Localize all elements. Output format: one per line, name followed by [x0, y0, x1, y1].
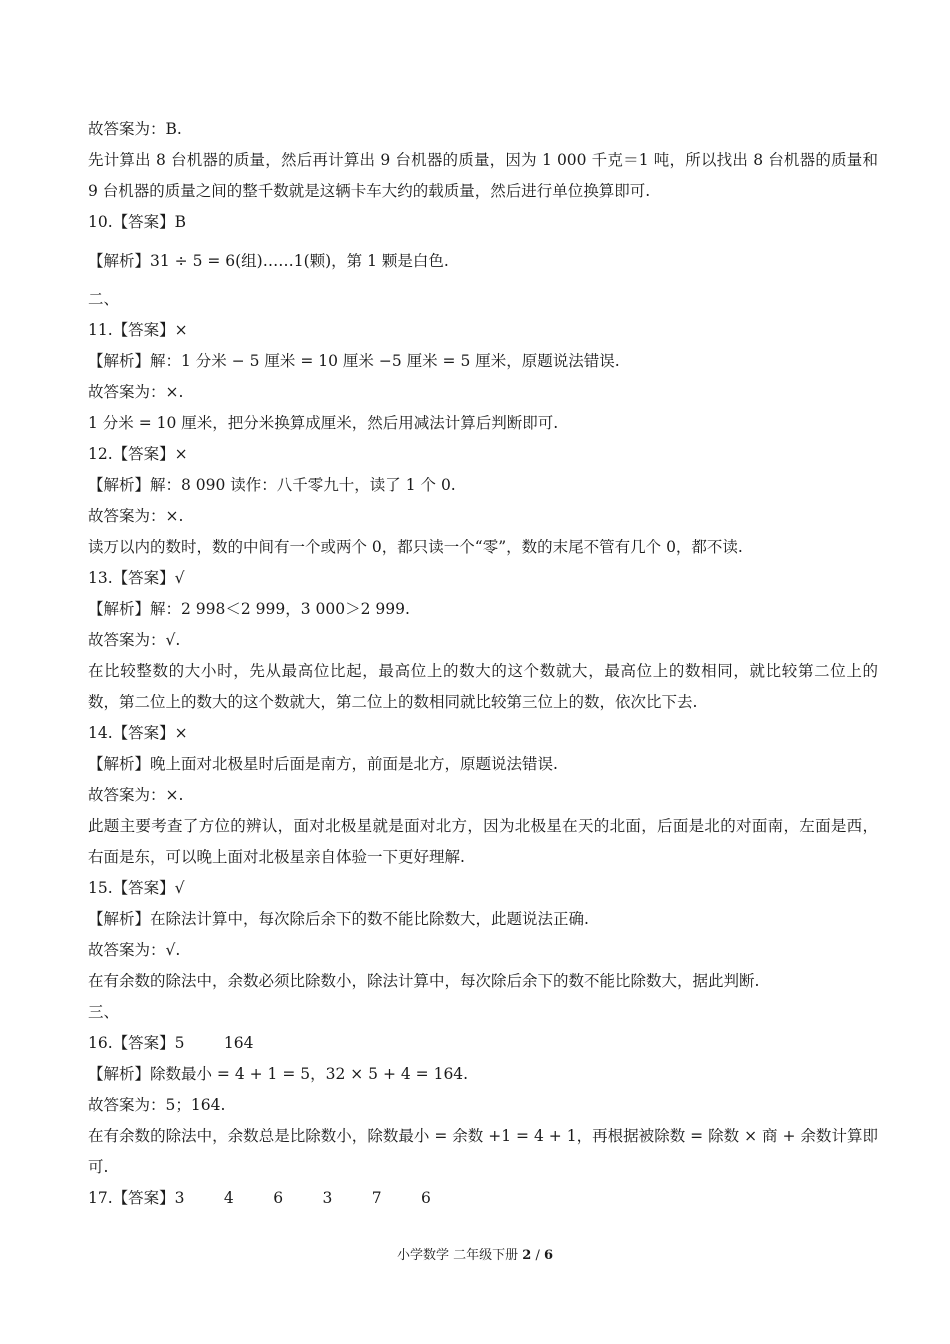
text-line: 故答案为：B. [88, 120, 182, 138]
answer-line: 10.【答案】B [88, 213, 187, 231]
text-line: 故答案为：√. [88, 941, 181, 959]
text-line: 先计算出 8 台机器的质量，然后再计算出 9 台机器的质量，因为 1 000 千克＝1 吨，所以找出 8 台机器的质量和 9 台机器的质量之间的整千数就是这辆卡车大约的载质量，然后进行单位换算即可. [88, 151, 878, 200]
text-line: 在有余数的除法中，余数必须比除数小，除法计算中，每次除后余下的数不能比除数大，据此判断. [88, 972, 760, 990]
answer-line: 12.【答案】× [88, 445, 188, 463]
section-heading: 二、 [88, 290, 120, 308]
text-line: 故答案为：×. [88, 383, 184, 401]
answer-line: 17.【答案】3 4 6 3 7 6 [88, 1189, 431, 1207]
answer-line: 13.【答案】√ [88, 569, 185, 587]
answer-line: 14.【答案】× [88, 724, 188, 742]
text-line: 在比较整数的大小时，先从最高位比起，最高位上的数大的这个数就大，最高位上的数相同，就比较第二位上的数，第二位上的数大的这个数就大，第二位上的数相同就比较第三位上的数，依次比下去. [88, 662, 878, 711]
answer-line: 16.【答案】5 164 [88, 1034, 254, 1052]
page-separator: / [535, 1248, 540, 1263]
analysis-line: 【解析】解：1 分米 − 5 厘米 = 10 厘米 −5 厘米 = 5 厘米，原题说法错误. [88, 352, 620, 370]
text-line: 故答案为：×. [88, 507, 184, 525]
page-footer [0, 1244, 950, 1263]
analysis-line: 【解析】除数最小 = 4 + 1 = 5，32 × 5 + 4 = 164. [88, 1065, 469, 1083]
text-line: 1 分米 = 10 厘米，把分米换算成厘米，然后用减法计算后判断即可. [88, 414, 559, 432]
text-line: 此题主要考查了方位的辨认，面对北极星就是面对北方，因为北极星在天的北面，后面是北的对面南，左面是西，右面是东，可以晚上面对北极星亲自体验一下更好理解. [88, 817, 878, 866]
analysis-line: 【解析】解：8 090 读作：八千零九十，读了 1 个 0. [88, 476, 456, 494]
page-total: 6 [543, 1248, 554, 1263]
footer-label: 小学数学 二年级下册 [396, 1248, 519, 1263]
analysis-line: 【解析】31 ÷ 5 = 6(组)……1(颗)，第 1 颗是白色. [88, 252, 449, 270]
analysis-line: 【解析】解：2 998＜2 999，3 000＞2 999. [88, 600, 410, 618]
text-line: 故答案为：5；164. [88, 1096, 226, 1114]
page-number: 2 [522, 1248, 532, 1263]
text-line: 故答案为：×. [88, 786, 184, 804]
analysis-line: 【解析】在除法计算中，每次除后余下的数不能比除数大，此题说法正确. [88, 910, 589, 928]
text-line: 在有余数的除法中，余数总是比除数小，除数最小 = 余数 +1 = 4 + 1，再根据被除数 = 除数 × 商 + 余数计算即可. [88, 1127, 878, 1176]
section-heading: 三、 [88, 1003, 120, 1021]
answer-line: 11.【答案】× [88, 321, 188, 339]
answer-line: 15.【答案】√ [88, 879, 185, 897]
document-body [88, 114, 878, 1214]
text-line: 故答案为：√. [88, 631, 181, 649]
text-line: 读万以内的数时，数的中间有一个或两个 0，都只读一个“零”，数的末尾不管有几个 0，都不读. [88, 538, 743, 556]
analysis-line: 【解析】晚上面对北极星时后面是南方，前面是北方，原题说法错误. [88, 755, 558, 773]
